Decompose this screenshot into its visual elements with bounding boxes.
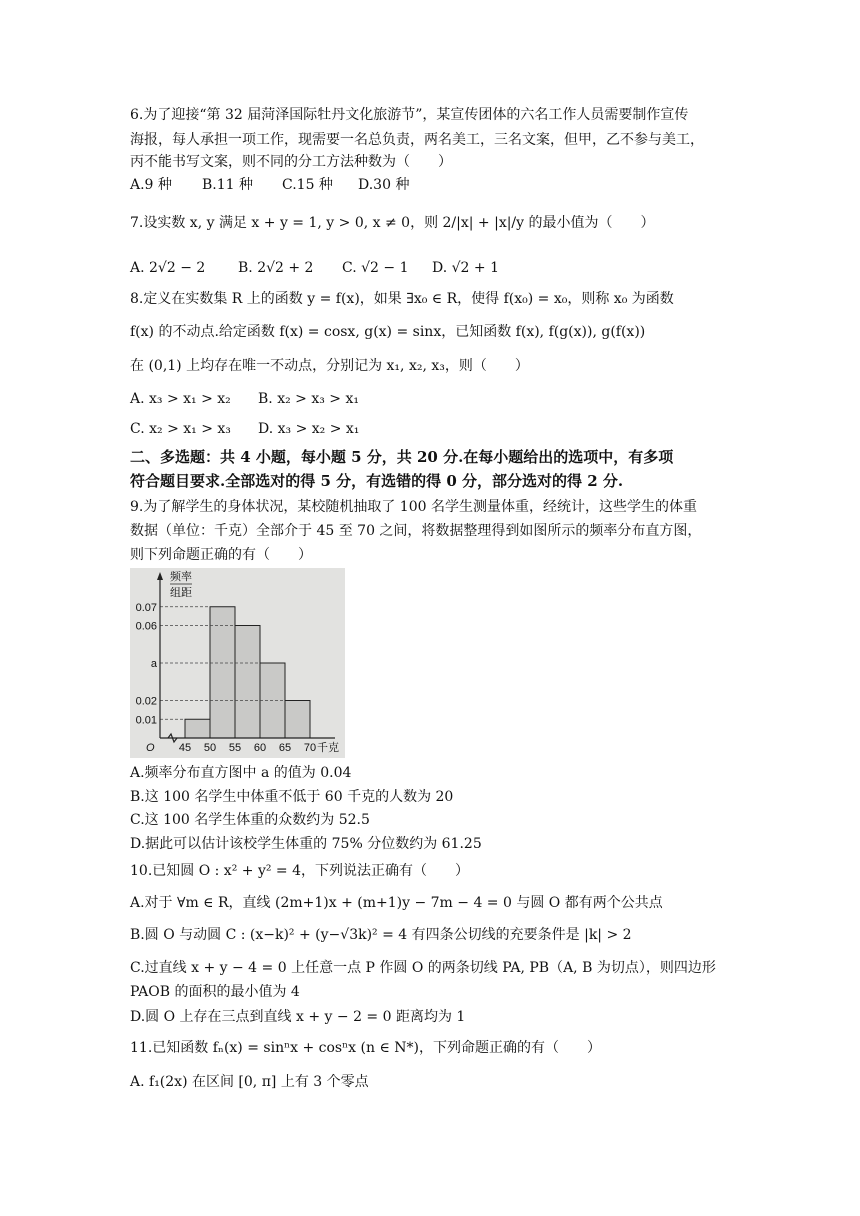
q7-option-c: C. √2 − 1: [342, 260, 409, 276]
q7-option-b: B. 2√2 + 2: [238, 260, 314, 276]
q6-option-b: B.11 种: [202, 177, 254, 193]
q6-line3: 丙不能书写文案，则不同的分工方法种数为（ ）: [130, 154, 452, 170]
q7-option-d: D. √2 + 1: [432, 260, 499, 276]
y-tick-label: 0.01: [135, 714, 157, 727]
y-label-top: 频率: [170, 571, 192, 583]
q6-option-d: D.30 种: [358, 177, 410, 193]
x-tick-label: 50: [203, 742, 217, 754]
q10-option-b: B.圆 O 与动圆 C : (x−k)² + (y−√3k)² = 4 有四条公切线的充要条件是 |k| > 2: [130, 927, 632, 943]
q6-line2: 海报，每人承担一项工作，现需要一名总负责，两名美工，三名文案，但甲，乙不参与美工，: [130, 132, 704, 148]
q9-option-b: B.这 100 名学生中体重不低于 60 千克的人数为 20: [130, 789, 454, 805]
q8-line3: 在 (0,1) 上均存在唯一不动点，分别记为 x₁, x₂, x₃，则（ ）: [130, 358, 529, 374]
q10-line1: 10.已知圆 O : x² + y² = 4，下列说法正确有（ ）: [130, 863, 470, 879]
q10-option-c-line1: C.过直线 x + y − 4 = 0 上任意一点 P 作圆 O 的两条切线 PA, PB（A, B 为切点），则四边形: [130, 960, 716, 976]
q11-line1: 11.已知函数 fₙ(x) = sinⁿx + cosⁿx (n ∈ N*)，下列命题正确的有（ ）: [130, 1040, 601, 1056]
x-tick-label: 55: [228, 742, 242, 754]
q8-option-d: D. x₃ > x₂ > x₁: [258, 421, 360, 437]
y-tick-label: a: [150, 658, 157, 670]
q7-option-a: A. 2√2 − 2: [130, 260, 206, 276]
q10-option-a: A.对于 ∀m ∈ R，直线 (2m+1)x + (m+1)y − 7m − 4 = 0 与圆 O 都有两个公共点: [130, 895, 663, 911]
q8-option-b: B. x₂ > x₃ > x₁: [258, 391, 359, 407]
x-tick-label: 60: [253, 742, 267, 754]
section2-heading-line2: 符合题目要求.全部选对的得 5 分，有选错的得 0 分，部分选对的得 2 分.: [130, 472, 624, 490]
q6-option-a: A.9 种: [130, 177, 172, 193]
q6-line1: 6.为了迎接“第 32 届菏泽国际牡丹文化旅游节”，某宣传团体的六名工作人员需要制作宣传: [130, 107, 689, 123]
q10-option-d: D.圆 O 上存在三点到直线 x + y − 2 = 0 距离均为 1: [130, 1009, 466, 1025]
x-tick-label: 45: [178, 742, 192, 754]
section2-heading-line1: 二、多选题：共 4 小题，每小题 5 分，共 20 分.在每小题给出的选项中，有多项: [130, 448, 674, 466]
q9-line1: 9.为了解学生的身体状况，某校随机抽取了 100 名学生测量体重，经统计，这些学生的体重: [130, 499, 697, 515]
y-label-bottom: 组距: [170, 587, 192, 599]
histogram-bar: [210, 607, 235, 738]
histogram-svg: [130, 568, 345, 758]
x-tick-label: 70: [303, 742, 317, 754]
y-tick-label: 0.06: [135, 620, 157, 633]
q11-option-a: A. f₁(2x) 在区间 [0, π] 上有 3 个零点: [130, 1074, 369, 1090]
q9-line3: 则下列命题正确的有（ ）: [130, 547, 312, 563]
histogram-bar: [235, 626, 260, 739]
frequency-histogram: [130, 568, 345, 758]
x-tick-label: 65: [278, 742, 292, 754]
q9-option-c: C.这 100 名学生体重的众数约为 52.5: [130, 812, 370, 828]
y-tick-label: 0.02: [135, 695, 157, 708]
q9-option-d: D.据此可以估计该校学生体重的 75% 分位数约为 61.25: [130, 836, 482, 852]
histogram-bar: [285, 701, 310, 739]
x-axis-unit: 千克: [317, 742, 339, 754]
q6-option-c: C.15 种: [282, 177, 333, 193]
origin-label: O: [146, 742, 155, 754]
q10-option-c-line2: PAOB 的面积的最小值为 4: [130, 984, 300, 1000]
q9-line2: 数据（单位：千克）全部介于 45 至 70 之间，将数据整理得到如图所示的频率分布直方图，: [130, 523, 702, 539]
y-axis-arrow: [157, 572, 163, 580]
q8-line2: f(x) 的不动点.给定函数 f(x) = cosx, g(x) = sinx，已知函数 f(x), f(g(x)), g(f(x)): [130, 324, 646, 340]
q8-line1: 8.定义在实数集 R 上的函数 y = f(x)，如果 ∃x₀ ∈ R，使得 f(x₀) = x₀，则称 x₀ 为函数: [130, 291, 674, 307]
q8-option-c: C. x₂ > x₁ > x₃: [130, 421, 231, 437]
q8-option-a: A. x₃ > x₁ > x₂: [130, 391, 231, 407]
histogram-bar: [185, 719, 210, 738]
q7-line1: 7.设实数 x, y 满足 x + y = 1, y > 0, x ≠ 0，则 2/|x| + |x|/y 的最小值为（ ）: [130, 215, 655, 231]
q9-option-a: A.频率分布直方图中 a 的值为 0.04: [130, 765, 352, 781]
y-tick-label: 0.07: [135, 601, 157, 614]
